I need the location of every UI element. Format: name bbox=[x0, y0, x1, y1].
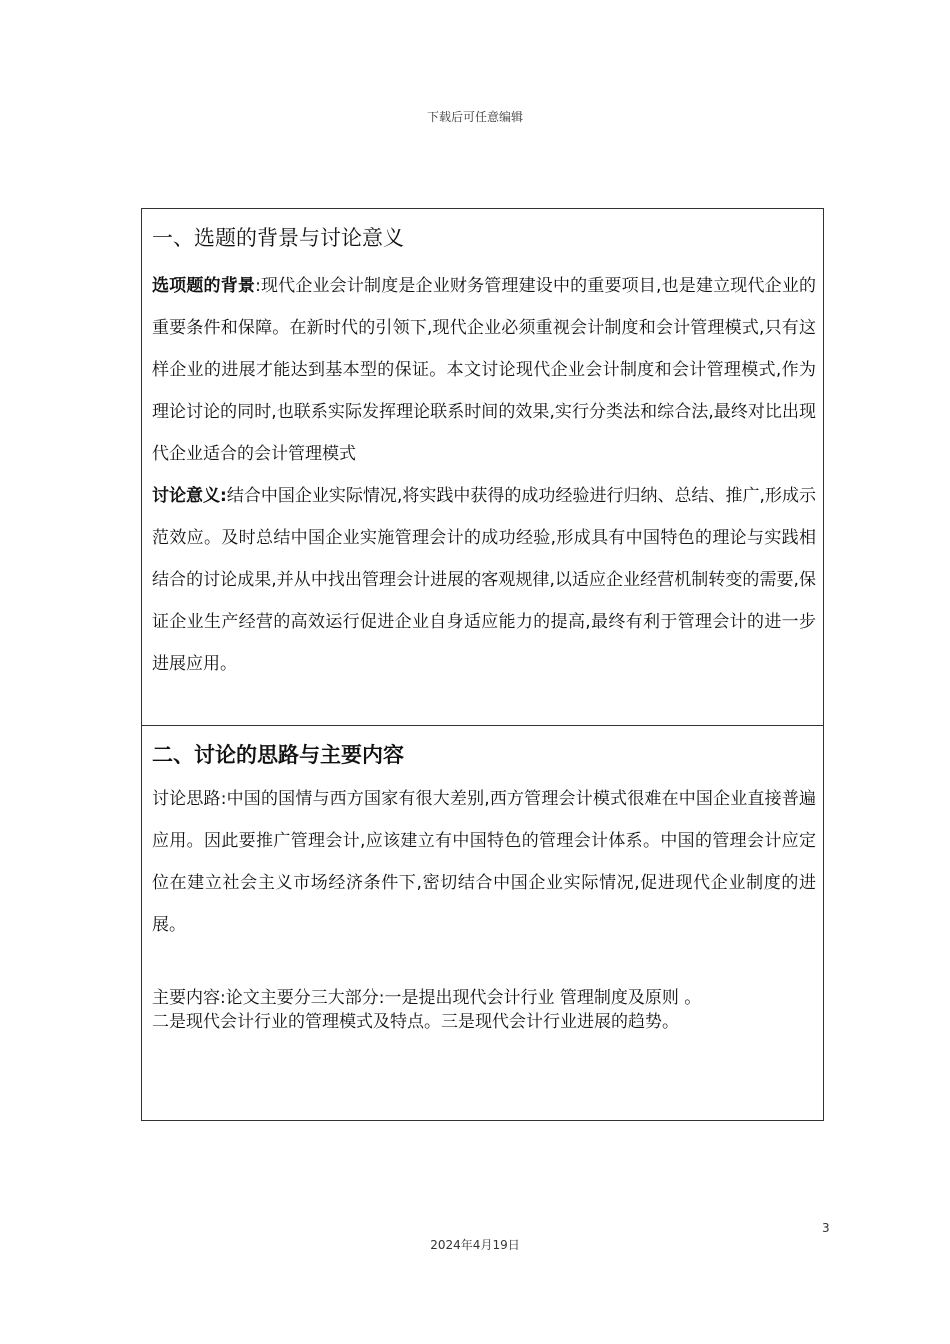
section-background-box bbox=[141, 208, 824, 726]
content-paragraph bbox=[152, 986, 816, 1034]
page-header: 下载后可任意编辑 bbox=[426, 110, 523, 124]
page-footer-date: 2024年4月19日 bbox=[430, 1238, 520, 1252]
background-paragraph bbox=[152, 265, 816, 475]
background-text: :现代企业会计制度是企业财务管理建设中的重要项目,也是建立现代企业的重要条件和保障。在新时代的引领下,现代企业必须重视会计制度和会计管理模式,只有这样企业的进展才能达到基本型的保证。本文讨论现代企业会计制度和会计管理模式,作为理论讨论的同时,也联系实际发挥理论联系时间的效果,实行分类法和综合法,最终对比出现代企业适合的会计管理模式 bbox=[152, 276, 816, 464]
content-line-1: 主要内容:论文主要分三大部分:一是提出现代会计行业 管理制度及原则 。 bbox=[152, 988, 702, 1008]
page-number: 3 bbox=[822, 1221, 830, 1235]
section-1-title: 一、选题的背景与讨论意义 bbox=[152, 226, 404, 250]
background-label: 选项题的背景 bbox=[152, 276, 256, 296]
section-2-title: 二、讨论的思路与主要内容 bbox=[152, 743, 404, 767]
significance-text: 结合中国企业实际情况,将实践中获得的成功经验进行归纳、总结、推广,形成示范效应。及时总结中国企业实施管理会计的成功经验,形成具有中国特色的理论与实践相结合的讨论成果,并从中找出管理会计进展的客观规律,以适应企业经营机制转变的需要,保证企业生产经营的高效运行促进企业自身适应能力的提高,最终有利于管理会计的进一步进展应用。 bbox=[152, 486, 816, 674]
approach-paragraph: 讨论思路:中国的国情与西方国家有很大差别,西方管理会计模式很难在中国企业直接普遍应用。因此要推广管理会计,应该建立有中国特色的管理会计体系。中国的管理会计应定位在建立社会主义市场经济条件下,密切结合中国企业实际情况,促进现代企业制度的进展。 bbox=[152, 789, 816, 935]
section-approach-box bbox=[141, 725, 824, 1121]
significance-label: 讨论意义: bbox=[152, 486, 227, 506]
significance-paragraph bbox=[152, 475, 816, 685]
content-line-2: 二是现代会计行业的管理模式及特点。三是现代会计行业进展的趋势。 bbox=[152, 1012, 679, 1032]
